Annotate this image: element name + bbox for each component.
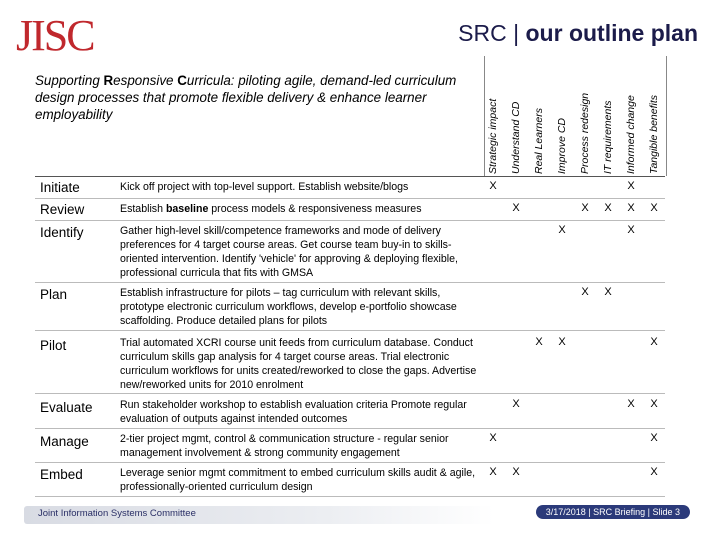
check-mark: X bbox=[489, 180, 497, 192]
desc-initiate: Kick off project with top-level support. Establish website/blogs bbox=[120, 181, 409, 193]
check-mark: X bbox=[558, 336, 566, 348]
column-header bbox=[622, 56, 640, 174]
subtitle-c: C bbox=[177, 73, 187, 88]
row-divider bbox=[35, 282, 665, 283]
column-header-label: IT requirements bbox=[602, 100, 614, 174]
stage-initiate: Initiate bbox=[40, 180, 80, 195]
desc-identify: Gather high-level skill/competence frameworks and mode of delivery preferences for 4 target course areas. Get course team buy-in to skills-oriented intervention. Identify 'vehicle' for approving & deploying flexible, professional curricula that fits with GMSA bbox=[120, 225, 458, 279]
column-header-label: Informed change bbox=[625, 95, 637, 174]
stage-manage: Manage bbox=[40, 434, 89, 449]
stage-identify: Identify bbox=[40, 225, 84, 240]
project-subtitle bbox=[35, 72, 475, 123]
subtitle-part3: urricula: piloting agile, demand-led curriculum design processes that promote flexible delivery & enhance learner employability bbox=[35, 73, 457, 122]
check-mark: X bbox=[512, 398, 520, 410]
check-mark: X bbox=[489, 432, 497, 444]
check-mark: X bbox=[627, 202, 635, 214]
desc-review-bold: baseline bbox=[165, 203, 209, 215]
desc-evaluate: Run stakeholder workshop to establish evaluation criteria Promote regular evaluation of outputs against intended outcomes bbox=[120, 399, 467, 425]
check-mark: X bbox=[512, 202, 520, 214]
column-header bbox=[599, 56, 617, 174]
column-header bbox=[507, 56, 525, 174]
subtitle-r: R bbox=[103, 73, 114, 88]
column-divider bbox=[666, 56, 667, 176]
desc-plan: Establish infrastructure for pilots – tag curriculum with relevant skills, prototype electronic curriculum workflows, develop e-portfolio showcase scaffolding. Produce detailed plans for pilots bbox=[120, 287, 457, 327]
check-mark: X bbox=[512, 466, 520, 478]
row-divider bbox=[35, 198, 665, 199]
header-rule bbox=[35, 176, 665, 177]
check-mark: X bbox=[604, 286, 612, 298]
check-mark: X bbox=[558, 224, 566, 236]
check-mark: X bbox=[627, 224, 635, 236]
check-mark: X bbox=[650, 432, 658, 444]
column-header-label: Improve CD bbox=[556, 117, 568, 174]
title-prefix: SRC | bbox=[458, 20, 526, 46]
footer-org: Joint Information Systems Committee bbox=[38, 508, 196, 519]
column-divider bbox=[484, 56, 485, 176]
check-mark: X bbox=[604, 202, 612, 214]
desc-review-post: process models & responsiveness measures bbox=[208, 203, 422, 215]
footer bbox=[0, 500, 720, 528]
column-header bbox=[576, 56, 594, 174]
desc-embed: Leverage senior mgmt commitment to embed curriculum skills audit & agile, professionally-oriented curriculum design bbox=[120, 467, 476, 493]
stage-pilot: Pilot bbox=[40, 338, 67, 353]
column-header-label: Real Learners bbox=[533, 108, 545, 174]
desc-pilot: Trial automated XCRI course unit feeds from curriculum database. Conduct curriculum skills gap analysis for 4 target course areas. Trial electronic curriculum workflows for units created/reworked to close the gaps. Advertise new/reworked units for 2010 enrolment bbox=[120, 337, 477, 391]
page-title bbox=[458, 20, 698, 47]
check-mark: X bbox=[581, 202, 589, 214]
row-divider bbox=[35, 496, 665, 497]
row-divider bbox=[35, 462, 665, 463]
svg-text:JISC: JISC bbox=[16, 11, 94, 56]
title-bold: our outline plan bbox=[525, 20, 698, 46]
check-mark: X bbox=[581, 286, 589, 298]
check-mark: X bbox=[535, 336, 543, 348]
stage-evaluate: Evaluate bbox=[40, 400, 93, 415]
check-mark: X bbox=[650, 336, 658, 348]
desc-review-pre: Establish bbox=[120, 203, 166, 215]
stage-embed: Embed bbox=[40, 467, 83, 482]
subtitle-part1: Supporting bbox=[35, 73, 104, 88]
row-divider bbox=[35, 330, 665, 331]
footer-slide-info: 3/17/2018 | SRC Briefing | Slide 3 bbox=[536, 505, 690, 519]
row-divider bbox=[35, 220, 665, 221]
check-mark: X bbox=[627, 398, 635, 410]
column-header bbox=[530, 56, 548, 174]
column-header-label: Process redesign bbox=[579, 92, 591, 174]
check-mark: X bbox=[650, 466, 658, 478]
check-mark: X bbox=[650, 202, 658, 214]
desc-manage: 2-tier project mgmt, control & communication structure - regular senior management involvement & strong community engagement bbox=[120, 433, 449, 459]
stage-review: Review bbox=[40, 202, 85, 217]
column-header-label: Tangible benefits bbox=[648, 94, 660, 174]
check-mark: X bbox=[650, 398, 658, 410]
desc-review bbox=[120, 202, 480, 216]
column-header bbox=[484, 56, 502, 174]
jisc-logo bbox=[14, 10, 94, 56]
column-header-label: Understand CD bbox=[510, 101, 522, 174]
row-divider bbox=[35, 428, 665, 429]
row-divider bbox=[35, 393, 665, 394]
column-header bbox=[553, 56, 571, 174]
column-header bbox=[645, 56, 663, 174]
column-header-label: Strategic impact bbox=[487, 98, 499, 174]
check-mark: X bbox=[489, 466, 497, 478]
stage-plan: Plan bbox=[40, 287, 68, 302]
check-mark: X bbox=[627, 180, 635, 192]
subtitle-part2: esponsive bbox=[113, 73, 178, 88]
